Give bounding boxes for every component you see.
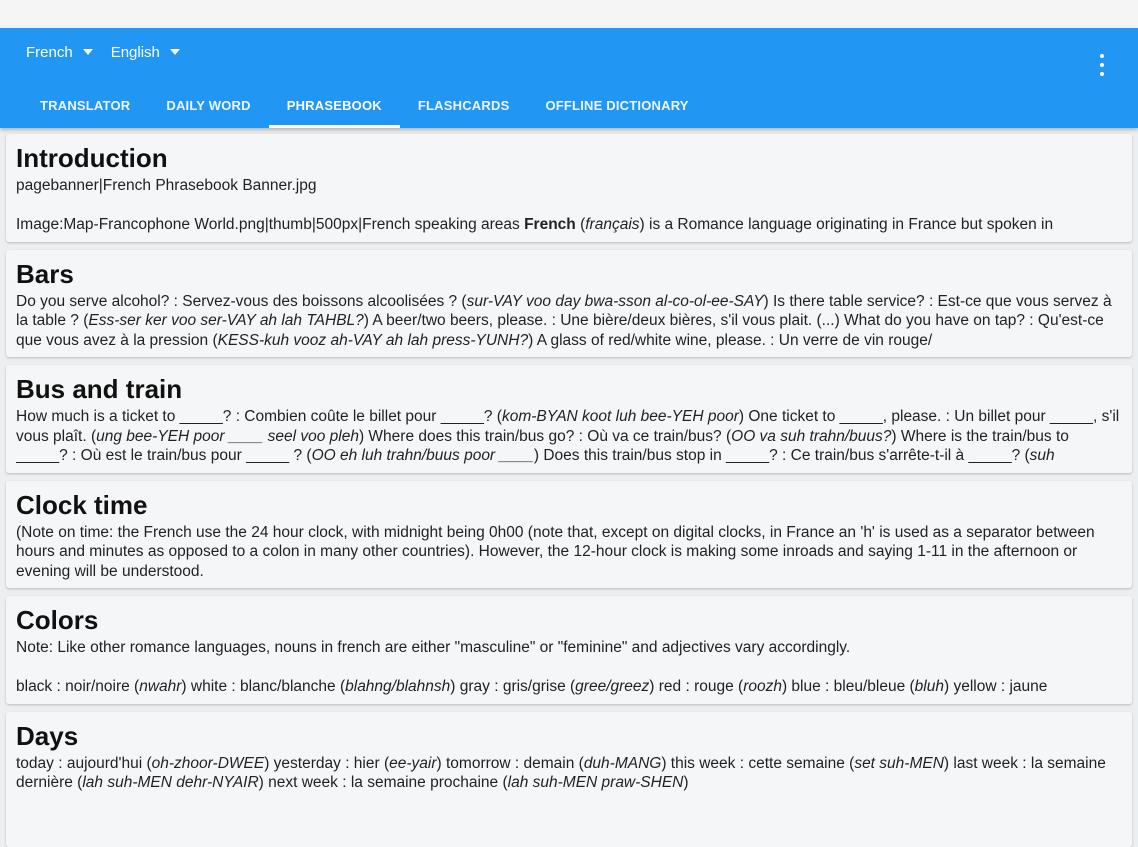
section-text: pagebanner|French Phrasebook Banner.jpg: [16, 177, 317, 194]
section-card-clock-time[interactable]: [6, 481, 1132, 589]
tab-offline-dictionary[interactable]: OFFLINE DICTIONARY: [545, 97, 689, 113]
section-text: Note: Like other romance languages, nouns in french are either "masculine" or "feminine" and adjectives vary accordingly.: [16, 639, 851, 656]
section-text: Image:Map-Francophone World.png|thumb|500px|French speaking areas French (français) is a Romance language originating in France but spoken in: [16, 216, 1054, 233]
section-text: (Note on time: the French use the 24 hour clock, with midnight being 0h00 (note that, except on digital clocks, in France an 'h' is used as a separator between hours and minutes as opposed to a colon in many other countries). However, the 12-hour clock is making some inroads and saying 1-11 in the afternoon or evening will be understood.: [16, 523, 1095, 580]
target-language-dropdown[interactable]: [111, 44, 180, 61]
phrasebook-list: [0, 128, 1138, 847]
tab-daily-word[interactable]: DAILY WORD: [166, 97, 251, 113]
chevron-down-icon: [83, 49, 93, 55]
tab-phrasebook[interactable]: PHRASEBOOK: [269, 82, 400, 128]
tab-flashcards[interactable]: FLASHCARDS: [417, 97, 510, 113]
section-text: How much is a ticket to _____? : Combien coûte le billet pour _____? (kom-BYAN koot luh bee-YEH poor) One ticket to _____, please. : Un billet pour _____, s'il vous plaît. (ung bee-YEH poor ____ seel voo pleh) Where does this train/bus go? : Où va ce train/bus? (OO va suh trahn/buus?) Where is the train/bus to _____? : Où est le train/bus pour _____ ? (OO eh luh trahn/buus poor ____) Does this train/bus stop in _____? : Ce train/bus s'arrête-t-il à _____? (suh: [16, 408, 1120, 464]
section-title: Introduction: [16, 143, 168, 173]
target-language-label: English: [110, 44, 160, 61]
section-title: Clock time: [16, 489, 148, 520]
app-bar: [0, 28, 1138, 128]
section-title: Days: [16, 720, 79, 751]
section-text: black : noir/noire (nwahr) white : blanc/blanche (blahng/blahnsh) gray : gris/grise (gree/greez) red : rouge (roozh) blue : bleu/bleue (bluh) yellow : jaune: [16, 678, 1048, 695]
tab-translator[interactable]: TRANSLATOR: [40, 97, 131, 113]
section-card-bars[interactable]: [6, 250, 1132, 358]
tab-bar: [22, 82, 707, 128]
section-text: Do you serve alcohol? : Servez-vous des boissons alcoolisées ? (sur-VAY voo day bwa-sson al-co-ol-ee-SAY) Is there table service? : Est-ce que vous servez à la table ? (Ess-ser ker voo ser-VAY ah lah TAHBL?) A beer/two beers, please. : Une bière/deux bières, s'il vous plait. (...) What do you have on tap? : Qu'est-ce que vous avez à la pression (KESS-kuh vooz ah-VAY ah lah press-YUNH?) A glass of red/white wine, please. : Un verre de vin rouge/: [16, 292, 1112, 349]
section-card-bus-and-train[interactable]: [6, 365, 1132, 473]
source-language-label: French: [26, 44, 73, 61]
section-card-introduction[interactable]: [6, 134, 1132, 242]
section-title: Bars: [16, 258, 74, 289]
section-card-days[interactable]: [6, 712, 1132, 847]
overflow-menu-icon[interactable]: [1092, 54, 1112, 76]
section-card-colors[interactable]: [6, 596, 1132, 704]
section-title: Bus and train: [16, 374, 183, 404]
chevron-down-icon: [170, 49, 180, 55]
section-title: Colors: [16, 605, 99, 635]
language-selector-row: [26, 44, 198, 61]
source-language-dropdown[interactable]: [26, 44, 93, 61]
status-bar: [0, 0, 1138, 28]
section-text: today : aujourd'hui (oh-zhoor-DWEE) yesterday : hier (ee-yair) tomorrow : demain (duh-MANG) this week : cette semaine (set suh-MEN) last week : la semaine dernière (lah suh-MEN dehr-NYAIR) next week : la semaine prochaine (lah suh-MEN praw-SHEN): [16, 754, 1106, 791]
